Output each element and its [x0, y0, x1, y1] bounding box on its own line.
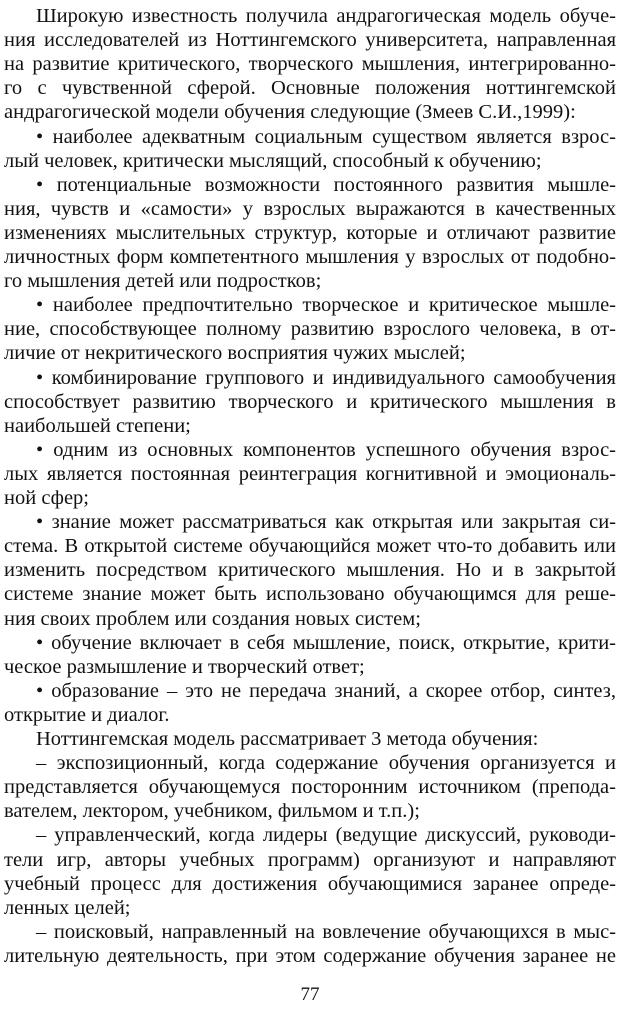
text-line: изменениях мыслительных структур, которые и отличают развитие [4, 221, 616, 244]
text-line: • образование – это не передача знаний, а скорее отбор, синтез, [36, 679, 616, 702]
text-line: Ноттингемская модель рассматривает 3 метода обучения: [36, 728, 539, 750]
text-line: го мышления детей или подростков; [4, 270, 322, 293]
text-line: ческое размышление и творческий ответ; [4, 655, 365, 678]
text-line: ние, способствующее полному развитию взрослого человека, в от- [4, 318, 616, 341]
text-line: • знание может рассматриваться как открытая или закрытая си- [36, 511, 616, 534]
text-line: • комбинирование группового и индивидуального самообучения [36, 366, 616, 389]
text-line: системе знание может быть использовано обучающимся для реше- [4, 583, 616, 606]
text-line: – управленческий, когда лидеры (ведущие дискуссий, руководи- [36, 824, 616, 847]
page-number: 77 [300, 984, 320, 1005]
text-line: личие от некритического восприятия чужих мыслей; [4, 342, 466, 365]
text-line: личностных форм компетентного мышления у взрослых от подобно- [4, 246, 616, 268]
text-line: андрагогической модели обучения следующие (Змеев С.И.,1999): [4, 101, 576, 124]
text-line: ния, чувств и «самости» у взрослых выражаются в качественных [4, 197, 616, 220]
text-line: • потенциальные возможности постоянного развития мышле- [36, 173, 616, 196]
text-line: – поисковый, направленный на вовлечение обучающихся в мыс- [36, 920, 616, 943]
text-line: го с чувственной сферой. Основные положения ноттингемской [4, 77, 616, 100]
text-line: ленных целей; [4, 896, 131, 919]
text-line: Широкую известность получила андрагогическая модель обуче- [36, 5, 616, 27]
text-line: вателем, лектором, учебником, фильмом и т.п.); [4, 800, 420, 823]
text-line: изменить посредством критического мышления. Но и в закрытой [4, 559, 616, 582]
text-line: • наиболее адекватным социальным существом является взрос- [36, 125, 616, 148]
text-line: ния своих проблем или создания новых систем; [4, 607, 421, 630]
text-line: тели игр, авторы учебных программ) организуют и направляют [4, 848, 616, 871]
text-line: открытие и диалог. [4, 703, 170, 726]
text-line: стема. В открытой системе обучающийся может что-то добавить или [4, 535, 616, 558]
text-line: лительную деятельность, при этом содержание обучения заранее не [4, 944, 616, 967]
text-line: способствует развитию творческого и критического мышления в [4, 390, 616, 413]
text-line: лых является постоянная реинтеграция когнитивной и эмоциональ- [4, 462, 616, 485]
text-line: лый человек, критически мыслящий, способный к обучению; [4, 149, 542, 172]
text-line: • одним из основных компонентов успешного обучения взрос- [36, 438, 616, 461]
text-line: на развитие критического, творческого мышления, интегрированно- [4, 53, 616, 76]
text-line: – экспозиционный, когда содержание обучения организуется и [36, 752, 616, 775]
text-line: наибольшей степени; [4, 414, 191, 437]
text-line: учебный процесс для достижения обучающимися заранее опреде- [4, 872, 616, 895]
text-line: • обучение включает в себя мышление, поиск, открытие, крити- [36, 631, 616, 654]
text-line: представляется обучающемуся посторонним источником (препода- [4, 776, 616, 799]
text-line: ния исследователей из Ноттингемского университета, направленная [4, 29, 616, 52]
text-line: • наиболее предпочтительно творческое и критическое мышле- [36, 294, 616, 317]
text-line: ной сфер; [4, 487, 89, 509]
